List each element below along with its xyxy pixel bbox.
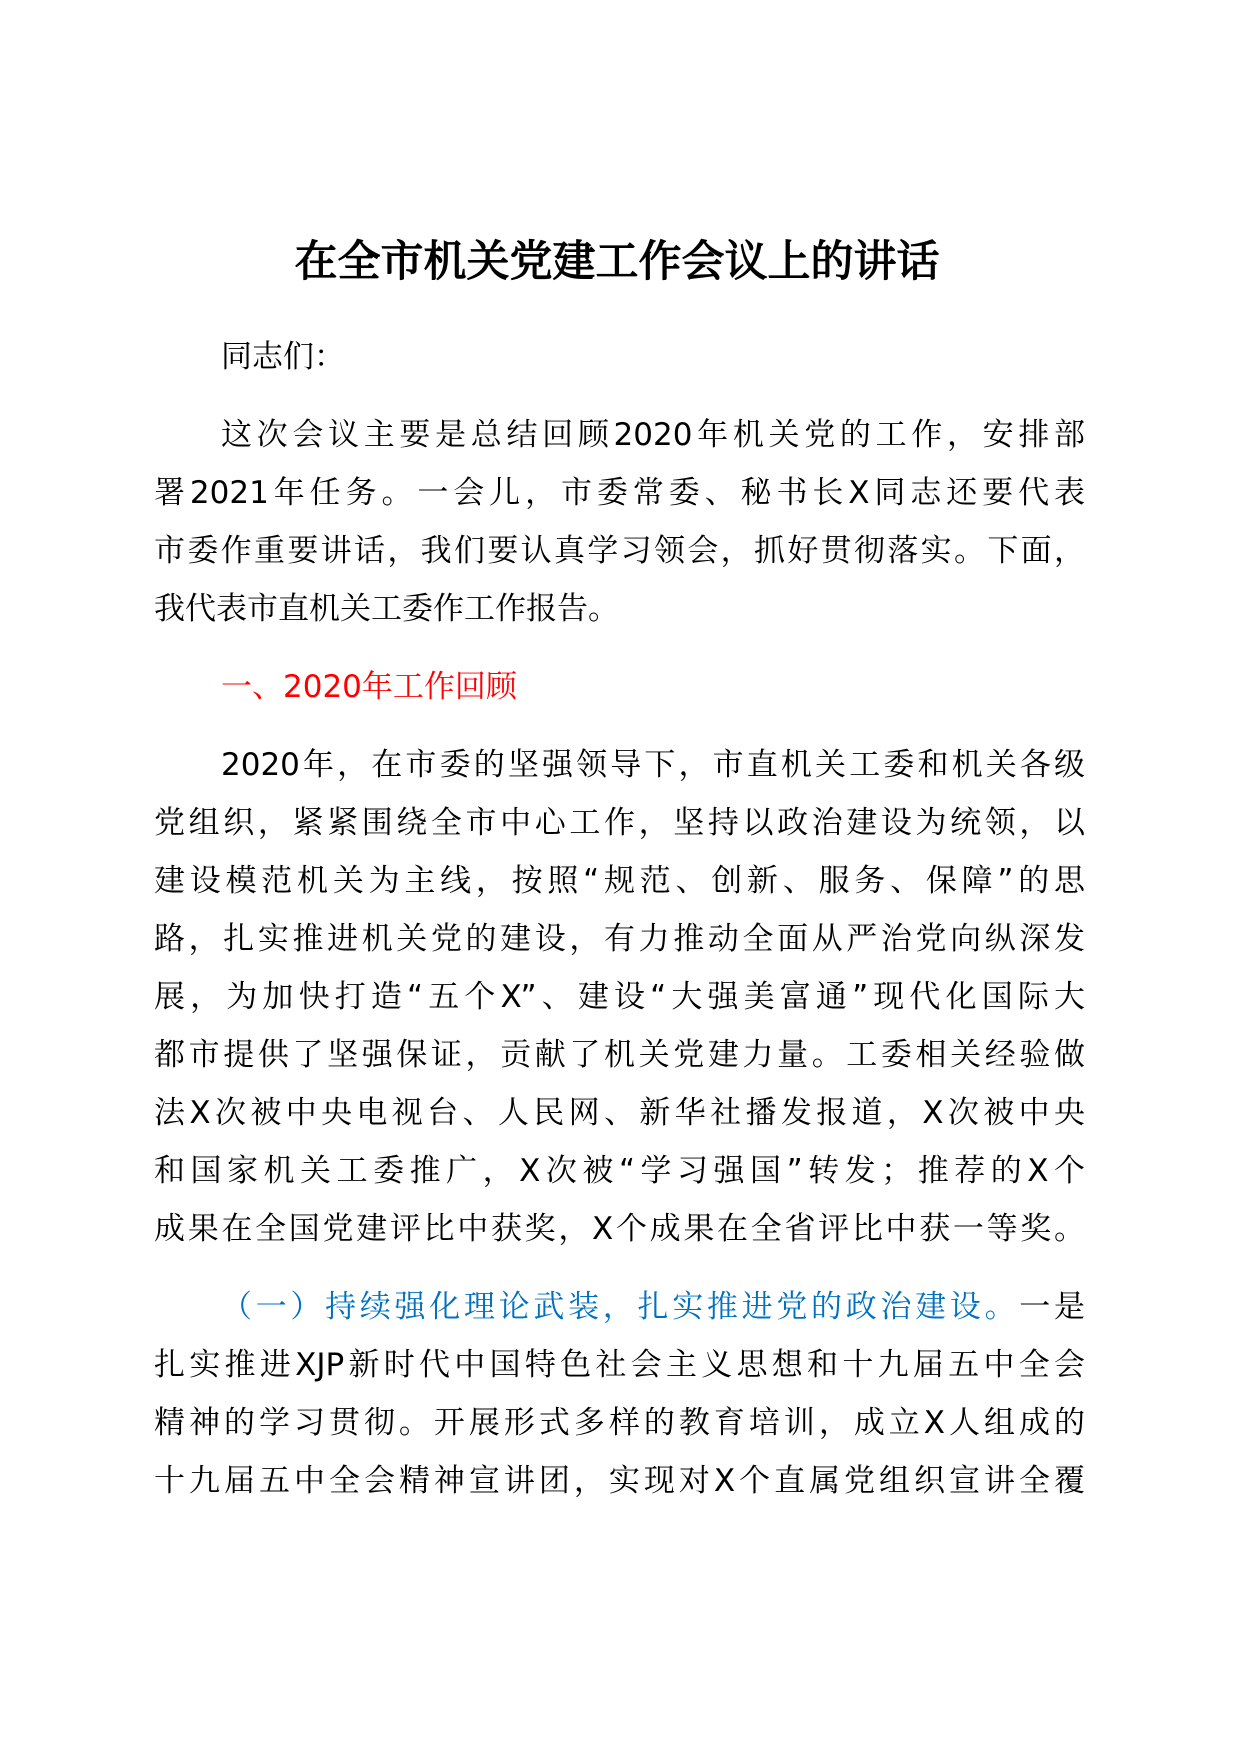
lead-text: 一是 — [1019, 1289, 1086, 1325]
document-title: 在全市机关党建工作会议上的讲话 — [294, 237, 940, 287]
text-line: 和国家机关工委推广，X次被“学习强国”转发；推荐的X个 — [154, 1153, 1085, 1189]
salutation-paragraph — [154, 328, 1085, 386]
text-line: 都市提供了坚强保证，贡献了机关党建力量。工委相关经验做 — [154, 1037, 1085, 1073]
text-line: 路，扎实推进机关党的建设，有力推动全面从严治党向纵深发 — [154, 921, 1085, 957]
text-line: 这次会议主要是总结回顾2020年机关党的工作，安排部 — [221, 417, 1085, 453]
text-line: 十九届五中全会精神宣讲团，实现对X个直属党组织宣讲全覆 — [154, 1463, 1085, 1499]
text-line: 2020年，在市委的坚强领导下，市直机关工委和机关各级 — [221, 747, 1085, 783]
text-line: 精神的学习贯彻。开展形式多样的教育培训，成立X人组成的 — [154, 1405, 1085, 1441]
salutation: 同志们： — [221, 339, 345, 375]
theory-paragraph — [154, 1278, 1085, 1510]
text-line: 署2021年任务。一会儿，市委常委、秘书长X同志还要代表 — [154, 475, 1085, 511]
text-line: 法X次被中央电视台、人民网、新华社播发报道，X次被中央 — [154, 1095, 1085, 1131]
document-body — [154, 328, 1085, 1510]
text-line: 我代表市直机关工委作工作报告。 — [154, 591, 619, 627]
text-line: 成果在全国党建评比中获奖，X个成果在全省评比中获一等奖。 — [154, 1211, 1085, 1247]
text-line: 市委作重要讲话，我们要认真学习领会，抓好贯彻落实。下面， — [154, 533, 1085, 569]
text-line: 扎实推进XJP新时代中国特色社会主义思想和十九届五中全会 — [154, 1347, 1085, 1383]
text-line — [154, 1278, 1085, 1336]
section-heading: 一、2020年工作回顾 — [221, 669, 517, 705]
text-line: 党组织，紧紧围绕全市中心工作，坚持以政治建设为统领，以 — [154, 805, 1085, 841]
text-line: 建设模范机关为主线，按照“规范、创新、服务、保障”的思 — [154, 863, 1085, 899]
text-line: 展，为加快打造“五个X”、建设“大强美富通”现代化国际大 — [154, 979, 1085, 1015]
review-paragraph — [154, 736, 1085, 1258]
subheading: （一）持续强化理论武装，扎实推进党的政治建设。 — [221, 1289, 1020, 1325]
section-heading-paragraph — [154, 658, 1085, 716]
intro-paragraph — [154, 406, 1085, 638]
